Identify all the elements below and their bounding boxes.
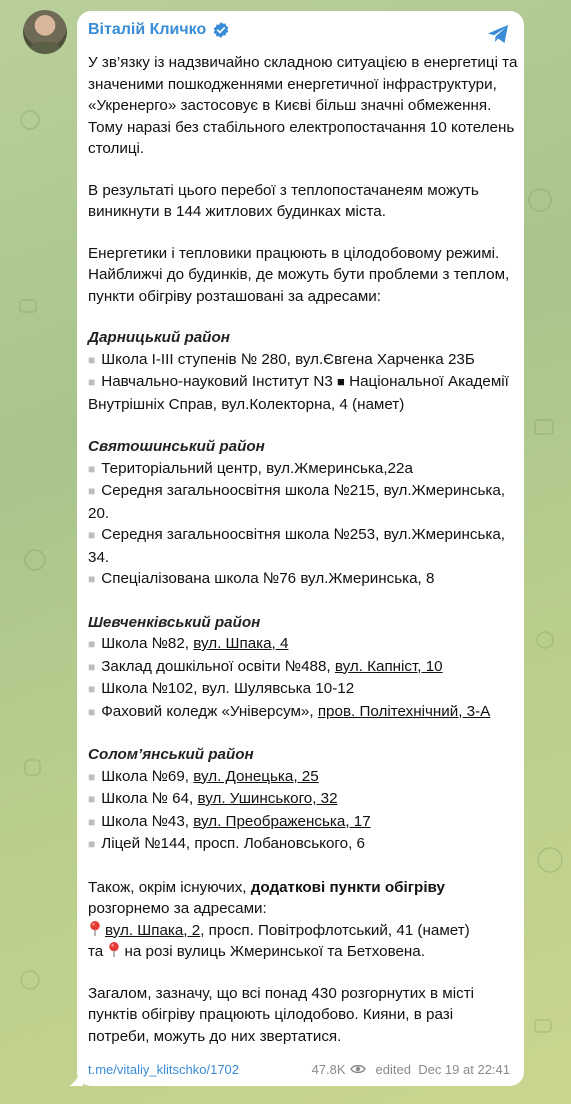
list-item: ■ Фаховий коледж «Універсум», пров. Політехнічний, 3-А	[88, 702, 491, 720]
district-title: Святошинський район	[88, 438, 265, 455]
bullet-square-icon: ■	[88, 461, 96, 476]
list-item: ■ Школа №102, вул. Шулявська 10-12	[88, 680, 355, 697]
list-item: ■ Школа І-ІІІ ступенів № 280, вул.Євгена Харченка 23Б	[88, 350, 475, 368]
list-item: ■ Навчально-науковий Інститут N3 ■ Національної Академії Внутрішніх Справ, вул.Колекторна, 4 (намет)	[88, 373, 509, 413]
paragraph-4: Також, окрім існуючих, додаткові пункти обігріву розгорнемо за адресами: вул. Шпака, 2, просп. Повітрофлотський, 41 (намет) та на розі вулиць Жмеринської та Бетховена.	[88, 878, 470, 960]
bullet-square-icon: ■	[88, 352, 96, 367]
district-solomianskyi	[88, 744, 518, 856]
round-pushpin-icon	[88, 920, 102, 937]
district-title: Дарницький район	[88, 329, 230, 346]
list-item: ■ Середня загальноосвітня школа №253, вул.Жмеринська, 34.	[88, 526, 506, 566]
list-item: ■ Заклад дошкільної освіти №488, вул. Капніст, 10	[88, 657, 443, 675]
telegram-share-icon[interactable]	[486, 23, 510, 45]
message-bubble	[77, 11, 524, 1086]
district-title: Солом’янський район	[88, 746, 254, 763]
address-link[interactable]: вул. Донецька, 25	[193, 767, 319, 785]
avatar[interactable]	[23, 10, 67, 54]
post-link[interactable]: t.me/vitaliy_klitschko/1702	[88, 1061, 240, 1077]
list-item: ■ Ліцей №144, просп. Лобановського, 6	[88, 835, 365, 852]
address-link[interactable]: вул. Шпака, 2	[105, 921, 201, 939]
list-item: ■ Територіальний центр, вул.Жмеринська,22а	[88, 459, 413, 477]
paragraph-3: Енергетики і тепловики працюють в цілодобовому режимі. Найближчі до будинків, де можуть бути проблеми з теплом, пункти обігріву розташовані за адресами:	[88, 244, 510, 305]
channel-name[interactable]: Віталій Кличко	[88, 21, 207, 38]
verified-badge-icon	[212, 21, 230, 39]
bullet-square-icon: ■	[88, 769, 96, 784]
bullet-square-icon: ■	[88, 484, 96, 498]
district-shevchenkivskyi	[88, 612, 518, 724]
round-pushpin-icon	[107, 941, 121, 958]
bullet-square-icon: ■	[88, 375, 96, 389]
list-item: ■ Школа №82, вул. Шпака, 4	[88, 635, 289, 652]
bullet-square-icon: ■	[88, 659, 96, 674]
timestamp: Dec 19 at 22:41	[418, 1061, 510, 1077]
paragraph-2: В результаті цього перебої з теплопостачанеям можуть виникнути в 144 житлових будинках міста.	[88, 181, 479, 220]
address-link[interactable]: вул. Преображенська, 17	[193, 812, 371, 830]
paragraph-5: Загалом, зазначу, що всі понад 430 розгорнутих в місті пунктів обігріву працюють цілодобово. Кияни, в разі потреби, можуть до них звертатися.	[88, 984, 475, 1045]
paragraph-1: У зв’язку із надзвичайно складною ситуацією в енергетиці та значеними пошкодженнями енергетичної інфраструктури, «Укренерго» застосовує в Києві більш значні обмеження. Тому наразі без стабільного електропостачання 10 котелень столиці.	[88, 54, 518, 157]
edited-label: edited	[375, 1061, 411, 1077]
bullet-square-icon: ■	[88, 572, 96, 586]
list-item: ■ Школа № 64, вул. Ушинського, 32	[88, 790, 338, 807]
views-count: 47.8K	[311, 1061, 346, 1077]
district-sviatoshynskyi	[88, 436, 518, 591]
bullet-square-icon: ■	[88, 814, 96, 829]
bullet-square-icon: ■	[88, 837, 96, 851]
list-item: ■ Середня загальноосвітня школа №215, вул.Жмеринська, 20.	[88, 482, 506, 522]
list-item: ■ Спеціалізована школа №76 вул.Жмеринська, 8	[88, 570, 435, 587]
message-footer	[88, 1061, 510, 1077]
eye-icon	[350, 1063, 366, 1075]
list-item: ■ Школа №43, вул. Преображенська, 17	[88, 812, 371, 830]
bullet-square-icon: ■	[88, 528, 96, 542]
list-item: ■ Школа №69, вул. Донецька, 25	[88, 767, 319, 785]
address-link[interactable]: вул. Ушинського, 32	[197, 790, 338, 807]
district-title: Шевченківський район	[88, 613, 261, 631]
address-link[interactable]: вул. Капніст, 10	[334, 657, 443, 675]
address-link[interactable]: пров. Політехнічний, 3-А	[317, 702, 491, 720]
bullet-square-icon: ■	[88, 792, 96, 806]
message-text	[88, 52, 518, 1047]
black-square-icon: ■	[337, 374, 345, 389]
bullet-square-icon: ■	[88, 637, 96, 651]
district-darnytskyi	[88, 327, 518, 415]
message-header	[88, 21, 230, 39]
address-link[interactable]: вул. Шпака, 4	[193, 635, 289, 652]
bullet-square-icon: ■	[88, 704, 96, 719]
bullet-square-icon: ■	[88, 682, 96, 696]
